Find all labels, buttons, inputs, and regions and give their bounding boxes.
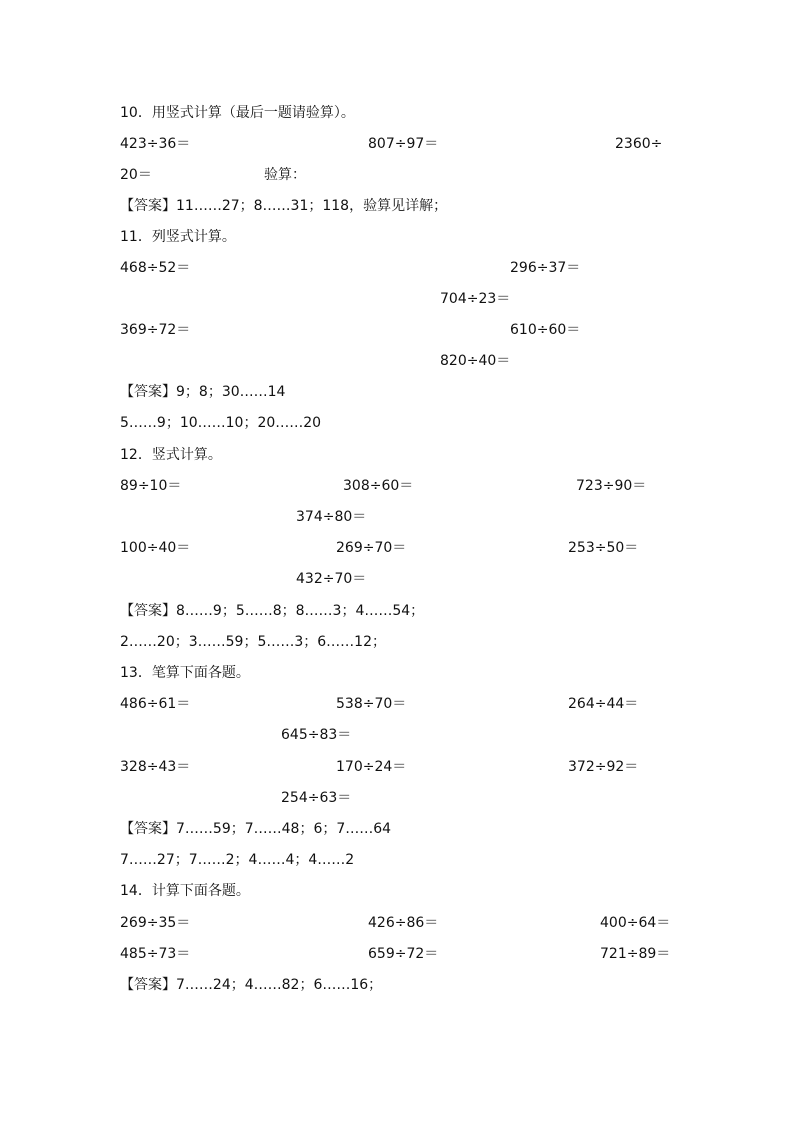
q10-problem-1: 423÷36＝ [120, 136, 191, 152]
q12-problem-6: 269÷70＝ [336, 540, 407, 556]
q11-problem-4: 369÷72＝ [120, 322, 191, 338]
q12-problem-2: 308÷60＝ [343, 478, 414, 494]
q12-problem-3: 723÷90＝ [576, 478, 647, 494]
q13-answer-line-1: 【答案】7……59；7……48；6；7……64 [120, 821, 392, 837]
q13-problem-6: 170÷24＝ [336, 759, 407, 775]
q11-problem-6: 820÷40＝ [440, 353, 511, 369]
question-13-title: 13．笔算下面各题。 [120, 665, 250, 681]
q12-problem-8: 432÷70＝ [296, 571, 367, 587]
question-10-title: 10．用竖式计算（最后一题请验算）。 [120, 105, 355, 121]
q13-problem-7: 372÷92＝ [568, 759, 639, 775]
q14-problem-3: 400÷64＝ [600, 915, 671, 931]
q13-problem-2: 538÷70＝ [336, 696, 407, 712]
q13-problem-8: 254÷63＝ [281, 790, 352, 806]
q14-answer: 【答案】7……24；4……82；6……16； [120, 977, 383, 993]
q13-answer-line-2: 7……27；7……2；4……4；4……2 [120, 852, 355, 868]
question-14-title: 14．计算下面各题。 [120, 883, 250, 899]
q14-problem-4: 485÷73＝ [120, 946, 191, 962]
q14-problem-5: 659÷72＝ [368, 946, 439, 962]
q13-problem-5: 328÷43＝ [120, 759, 191, 775]
q11-answer-line-1: 【答案】9；8；30……14 [120, 384, 286, 400]
q11-problem-1: 468÷52＝ [120, 260, 191, 276]
question-11-title: 11．列竖式计算。 [120, 229, 236, 245]
q11-problem-2: 296÷37＝ [510, 260, 581, 276]
question-12-title: 12．竖式计算。 [120, 447, 222, 463]
q13-problem-4: 645÷83＝ [281, 727, 352, 743]
q12-problem-5: 100÷40＝ [120, 540, 191, 556]
q13-problem-3: 264÷44＝ [568, 696, 639, 712]
q10-problem-3-continued: 20＝ [120, 167, 152, 183]
q11-problem-5: 610÷60＝ [510, 322, 581, 338]
q13-problem-1: 486÷61＝ [120, 696, 191, 712]
q14-problem-1: 269÷35＝ [120, 915, 191, 931]
q11-answer-line-2: 5……9；10……10；20……20 [120, 415, 322, 431]
q10-problem-2: 807÷97＝ [368, 136, 439, 152]
q12-answer-line-1: 【答案】8……9；5……8；8……3；4……54； [120, 603, 425, 619]
q10-check-label: 验算： [264, 167, 306, 183]
q14-problem-2: 426÷86＝ [368, 915, 439, 931]
q12-problem-1: 89÷10＝ [120, 478, 182, 494]
q14-problem-6: 721÷89＝ [600, 946, 671, 962]
q12-problem-7: 253÷50＝ [568, 540, 639, 556]
q10-problem-3: 2360÷ [615, 136, 663, 152]
q11-problem-3: 704÷23＝ [440, 291, 511, 307]
q12-problem-4: 374÷80＝ [296, 509, 367, 525]
q10-answer: 【答案】11……27；8……31；118，验算见详解； [120, 198, 448, 214]
q12-answer-line-2: 2……20；3……59；5……3；6……12； [120, 634, 386, 650]
